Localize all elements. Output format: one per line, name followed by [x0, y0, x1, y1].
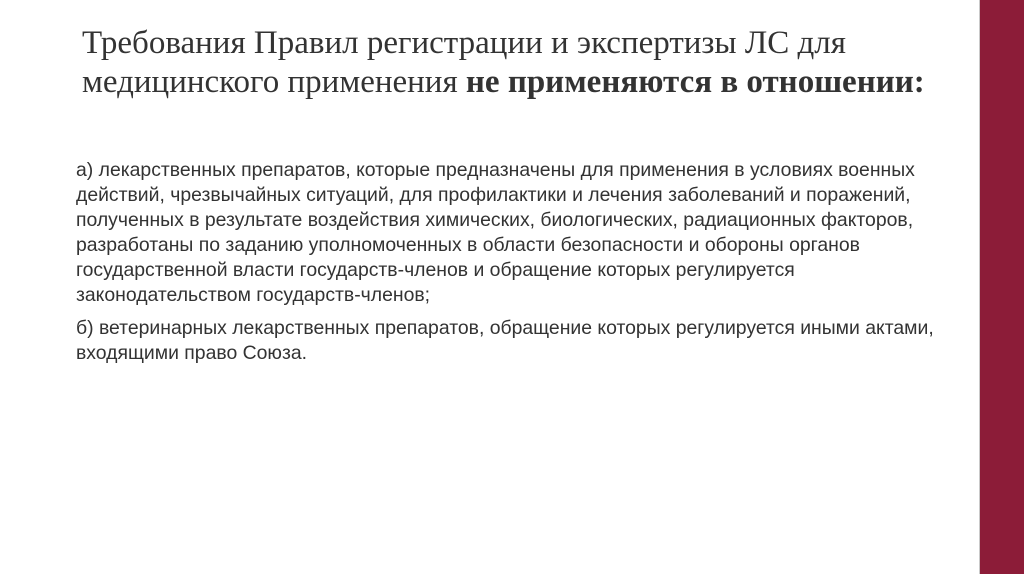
slide-title-bold: не применяются в отношении:: [465, 64, 925, 100]
slide-title-regular: Требования Правил регистрации и экспертизы ЛС для медицинского применения: [82, 25, 846, 100]
slide-title: [82, 24, 932, 102]
paragraph-b: б) ветеринарных лекарственных препаратов, обращение которых регулируется иными актами, входящими право Союза.: [76, 317, 934, 364]
paragraph-a: а) лекарственных препаратов, которые предназначены для применения в условиях военных действий, чрезвычайных ситуаций, для профилактики и лечения заболеваний и поражений, полученных в результате воздействия химических, биологических, радиационных факторов, разработаны по заданию уполномоченных в области безопасности и обороны органов государственной власти государств-членов и обращение которых регулируется законодательством государств-членов;: [76, 159, 915, 306]
accent-side-band: [980, 0, 1024, 574]
slide-body: [76, 158, 948, 374]
